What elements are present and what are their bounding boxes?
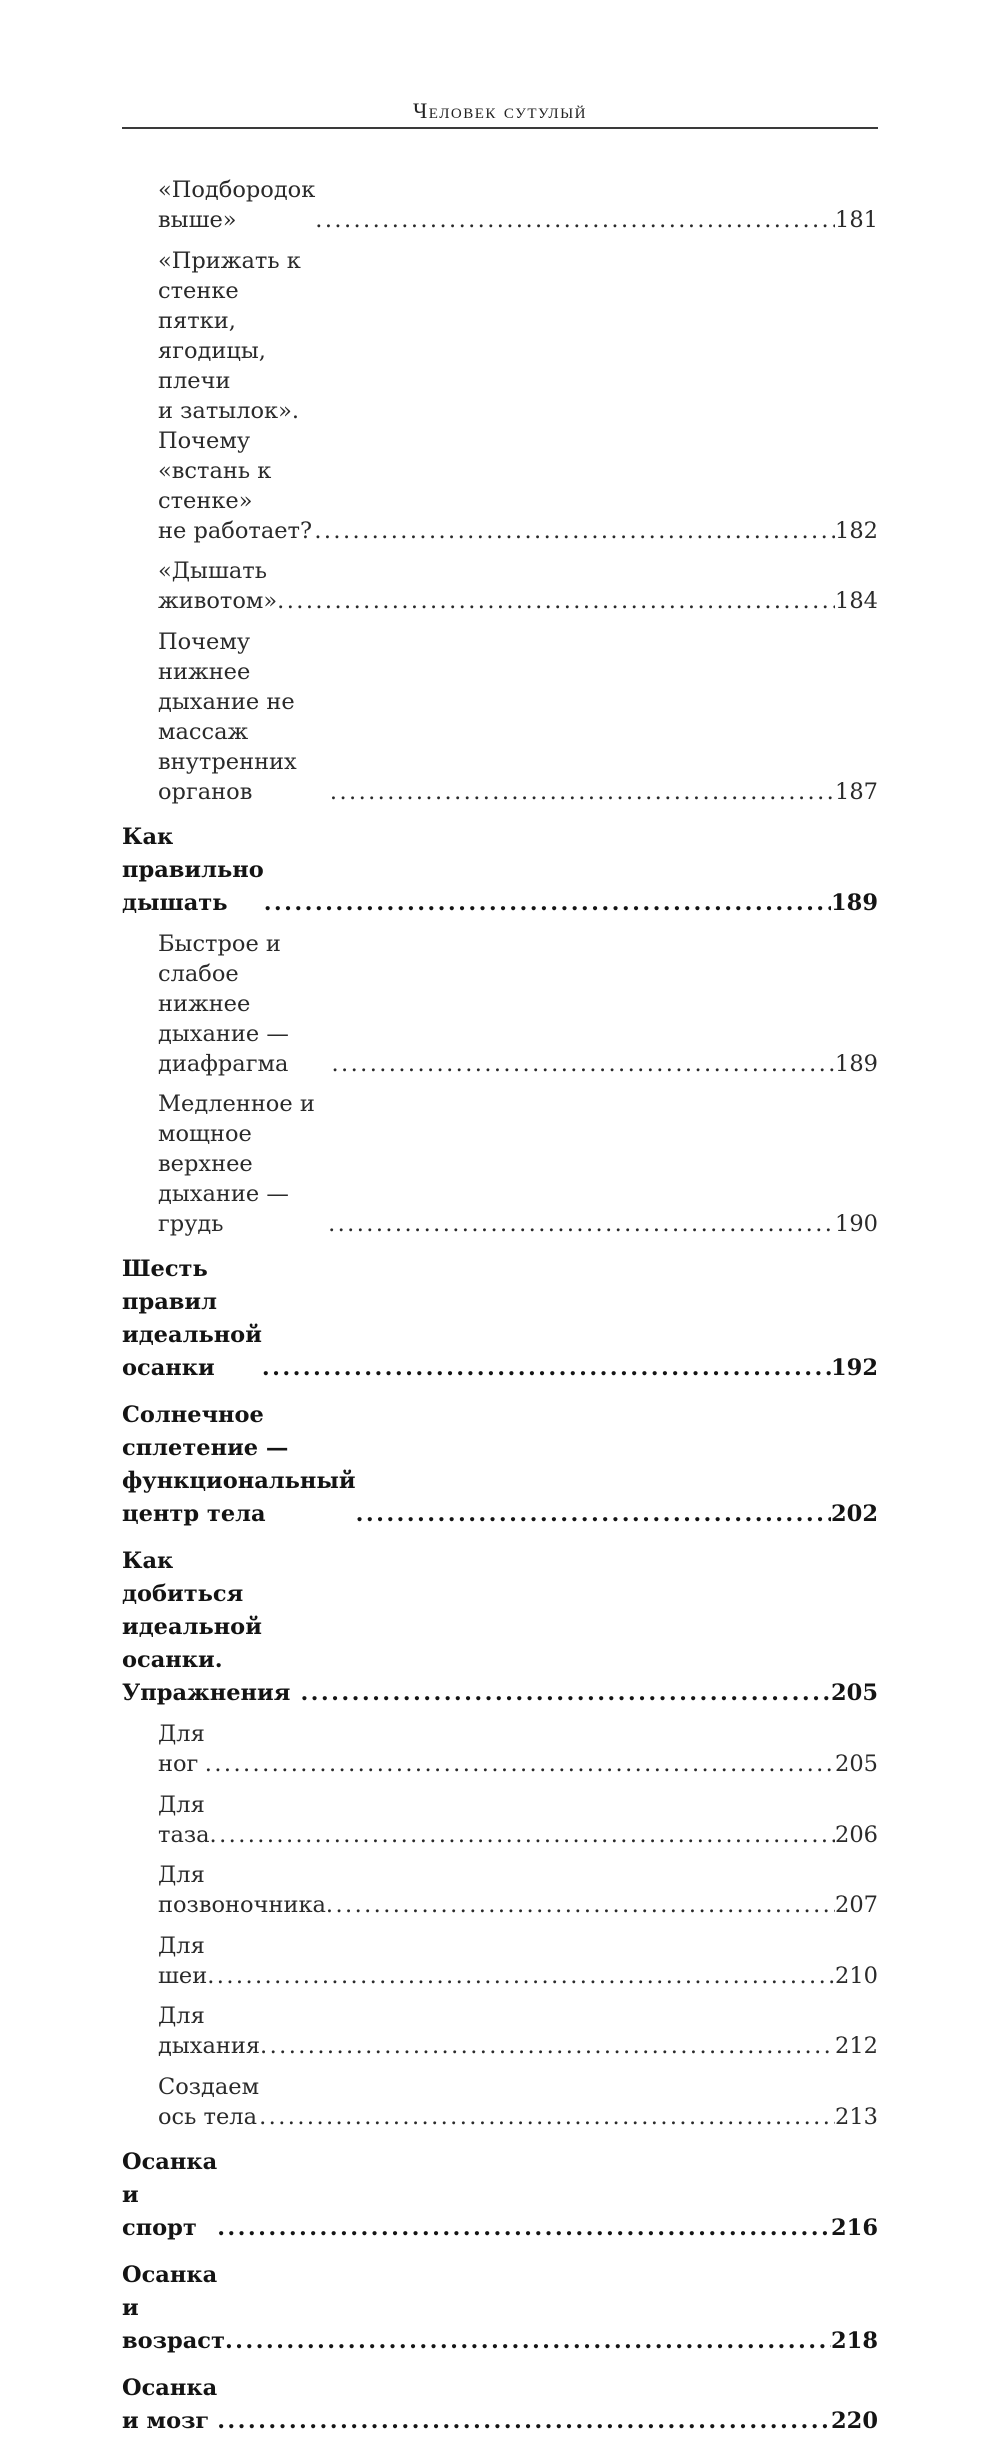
toc-entry-page: 207 <box>835 1892 878 1918</box>
toc-chapter-page: 205 <box>831 1680 878 1706</box>
dot-leader <box>217 2212 831 2245</box>
toc-entry-page: 184 <box>835 588 878 614</box>
toc-entry-page: 181 <box>835 207 878 233</box>
dot-leader <box>300 1677 831 1710</box>
dot-leader <box>330 777 835 807</box>
toc-chapter <box>122 821 878 920</box>
dot-leader <box>262 1352 831 1385</box>
toc-entry <box>122 1931 878 1991</box>
toc-entry-page: 189 <box>835 1050 878 1077</box>
toc-entry <box>122 1719 878 1779</box>
toc-entry-title: Для таза <box>158 1791 210 1848</box>
dot-leader <box>315 205 835 235</box>
dot-leader <box>259 2102 835 2132</box>
toc-chapter <box>122 2259 878 2358</box>
toc-chapter-title: Осанка и мозг <box>122 2374 218 2434</box>
dot-leader <box>264 887 831 920</box>
toc-entry-title: Медленное и мощное верхнее дыхание — грудь <box>158 1091 315 1237</box>
toc-chapter-title: Шесть правил идеальной осанки <box>122 1256 262 1381</box>
toc-entry <box>122 1860 878 1920</box>
dot-leader <box>217 2405 831 2438</box>
toc-entry <box>122 929 878 1079</box>
running-head: Человек сутулый <box>412 98 588 123</box>
toc-entry-page: 206 <box>835 1821 878 1848</box>
toc-entry-page: 212 <box>835 2033 878 2059</box>
toc-entry <box>122 556 878 616</box>
toc-entry-title: Для дыхания <box>158 2003 261 2059</box>
toc-chapter <box>122 2146 878 2245</box>
toc-entry <box>122 1790 878 1850</box>
toc-entry-title: «Подбородок выше» <box>158 177 316 233</box>
dot-leader <box>314 516 835 546</box>
toc-entry <box>122 2001 878 2061</box>
toc-entry <box>122 1089 878 1239</box>
toc-chapter-title: Осанка и возраст <box>122 2261 225 2354</box>
toc-chapter-page: 192 <box>831 1355 878 1381</box>
toc-entry <box>122 2072 878 2132</box>
dot-leader <box>277 586 835 616</box>
toc-chapter-title: Как правильно дышать <box>122 823 264 916</box>
toc-chapter-title: Как добиться идеальной осанки. Упражнения <box>122 1548 291 1706</box>
toc-chapter <box>122 2372 878 2438</box>
dot-leader <box>207 1961 835 1991</box>
dot-leader <box>225 2325 831 2358</box>
toc-chapter-title: Солнечное сплетение — функциональный центр тела <box>122 1402 356 1527</box>
toc-chapter-page: 218 <box>831 2327 878 2354</box>
toc-entry-title: Для ног <box>158 1721 205 1777</box>
toc-chapter-title: Осанка и спорт <box>122 2148 218 2241</box>
toc-entry-title: Почему нижнее дыхание не массаж внутренних органов <box>158 628 297 805</box>
dot-leader <box>326 1890 835 1920</box>
table-of-contents <box>122 175 878 2447</box>
toc-entry-page: 205 <box>835 1751 878 1777</box>
dot-leader <box>260 2031 835 2061</box>
toc-entry-title: «Дышать животом» <box>158 558 278 614</box>
dot-leader <box>328 1209 835 1239</box>
dot-leader <box>210 1820 836 1850</box>
toc-chapter-page: 216 <box>831 2214 878 2241</box>
header-rule <box>122 127 878 129</box>
toc-chapter <box>122 1399 878 1531</box>
toc-chapter-page: 220 <box>831 2407 878 2434</box>
toc-entry-page: 190 <box>835 1211 878 1237</box>
toc-entry-title: Быстрое и слабое нижнее дыхание — диафрагма <box>158 930 289 1077</box>
toc-entry-page: 210 <box>835 1962 878 1989</box>
dot-leader <box>356 1498 831 1531</box>
toc-chapter <box>122 1545 878 1710</box>
toc-chapter <box>122 1253 878 1385</box>
toc-chapter-page: 202 <box>831 1501 878 1527</box>
dot-leader <box>331 1049 835 1079</box>
toc-entry-title: Создаем ось тела <box>158 2073 260 2130</box>
toc-entry-page: 182 <box>835 517 878 544</box>
toc-entry <box>122 627 878 807</box>
toc-entry-page: 213 <box>835 2103 878 2130</box>
toc-entry <box>122 175 878 235</box>
toc-entry-title: Для позвоночника <box>158 1862 326 1918</box>
toc-entry <box>122 246 878 546</box>
dot-leader <box>205 1749 835 1779</box>
toc-entry-page: 187 <box>835 778 878 805</box>
book-page <box>122 0 878 2434</box>
toc-entry-title: Для шеи <box>158 1932 208 1989</box>
toc-entry-title: «Прижать к стенке пятки, ягодицы, плечи и затылок». Почему «встань к стенке» не работает? <box>158 247 313 544</box>
toc-chapter-page: 189 <box>831 889 878 916</box>
